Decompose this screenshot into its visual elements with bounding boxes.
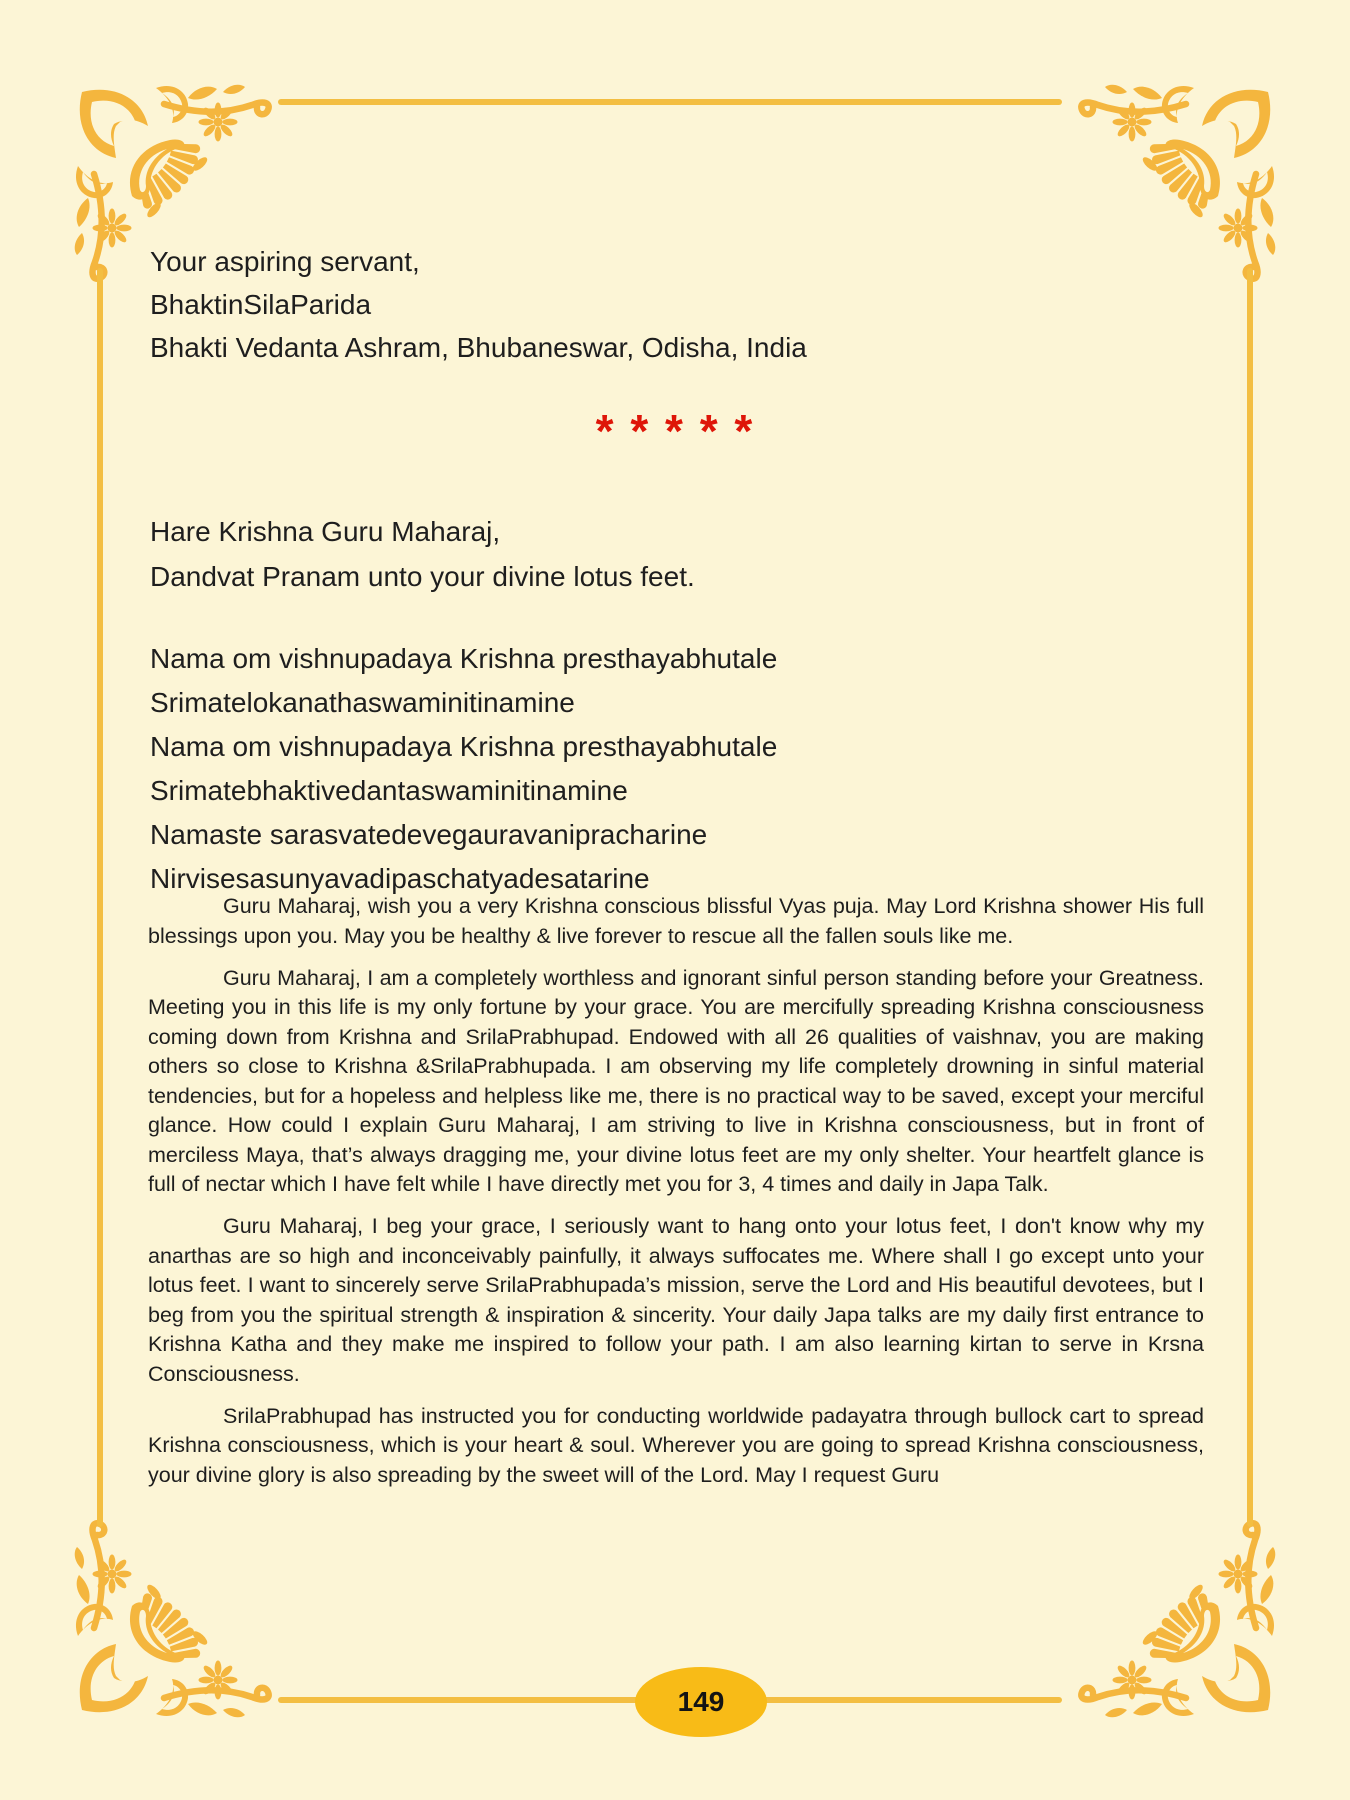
letter-paragraph: Guru Maharaj, I beg your grace, I seriously want to hang onto your lotus feet, I don't know why my anarthas are so high and inconceivably painfully, it always suffocates me. Where shall I go except unto your lotus feet. I want to sincerely serve SrilaPrabhupada’s mission, serve the Lord and His beautiful devotees, but I beg from you the spiritual strength & inspiration & sincerity. Your daily Japa talks are my daily first entrance to Krishna Katha and they make me inspired to follow your path. I am also learning kirtan to serve in Krsna Consciousness. xyxy=(148,1214,1204,1386)
salutation-line: Dandvat Pranam unto your divine lotus feet. xyxy=(150,561,695,592)
mantra-line: Nama om vishnupadaya Krishna presthayabhutale xyxy=(150,643,778,674)
mantra-line: Nama om vishnupadaya Krishna presthayabhutale xyxy=(150,731,778,762)
corner-flourish-top-right-icon xyxy=(1070,78,1282,290)
border-line-left xyxy=(97,268,103,1527)
closing-line: Your aspiring servant, xyxy=(150,246,420,277)
border-line-right xyxy=(1247,268,1253,1527)
letter-body xyxy=(148,892,1204,1503)
letter-paragraph: Guru Maharaj, wish you a very Krishna conscious blissful Vyas puja. May Lord Krishna shower His full blessings upon you. May you be healthy & live forever to rescue all the fallen souls like me. xyxy=(148,894,1204,948)
pranam-mantra xyxy=(150,637,777,901)
mantra-line: Srimatebhaktivedantaswaminitinamine xyxy=(150,775,628,806)
mantra-line: Nirvisesasunyavadipaschatyadesatarine xyxy=(150,863,650,894)
page-number-badge: 149 xyxy=(635,1667,767,1737)
section-separator-asterisks: * * * * * xyxy=(595,405,755,457)
letter-closing xyxy=(150,240,807,369)
mantra-line: Srimatelokanathaswaminitinamine xyxy=(150,687,575,718)
letter-paragraph: SrilaPrabhupad has instructed you for conducting worldwide padayatra through bullock cart to spread Krishna consciousness, which is your heart & soul. Wherever you are going to spread Krishna consciousness, your divine glory is also spreading by the sweet will of the Lord. May I request Guru xyxy=(148,1403,1204,1487)
closing-address: Bhakti Vedanta Ashram, Bhubaneswar, Odisha, India xyxy=(150,332,807,363)
corner-flourish-bottom-left-icon xyxy=(68,1512,280,1724)
mantra-line: Namaste sarasvatedevegauravanipracharine xyxy=(150,819,708,850)
closing-signature: BhaktinSilaParida xyxy=(150,289,372,320)
corner-flourish-bottom-right-icon xyxy=(1070,1512,1282,1724)
border-line-top xyxy=(278,99,1062,105)
letter-paragraph: Guru Maharaj, I am a completely worthless and ignorant sinful person standing before your Greatness. Meeting you in this life is my only fortune by your grace. You are mercifully spreading Krishna consciousness coming down from Krishna and SrilaPrabhupad. Endowed with all 26 qualities of vaishnav, you are making others so close to Krishna &SrilaPrabhupada. I am observing my life completely drowning in sinful material tendencies, but for a hopeless and helpless like me, there is no practical way to be saved, except your merciful glance. How could I explain Guru Maharaj, I am striving to live in Krishna consciousness, but in front of merciless Maya, that’s always dragging me, your divine lotus feet are my only shelter. Your heartfelt glance is full of nectar which I have felt while I have directly met you for 3, 4 times and daily in Japa Talk. xyxy=(148,965,1204,1196)
salutation-line: Hare Krishna Guru Maharaj, xyxy=(150,516,501,547)
letter-salutation xyxy=(150,509,695,599)
